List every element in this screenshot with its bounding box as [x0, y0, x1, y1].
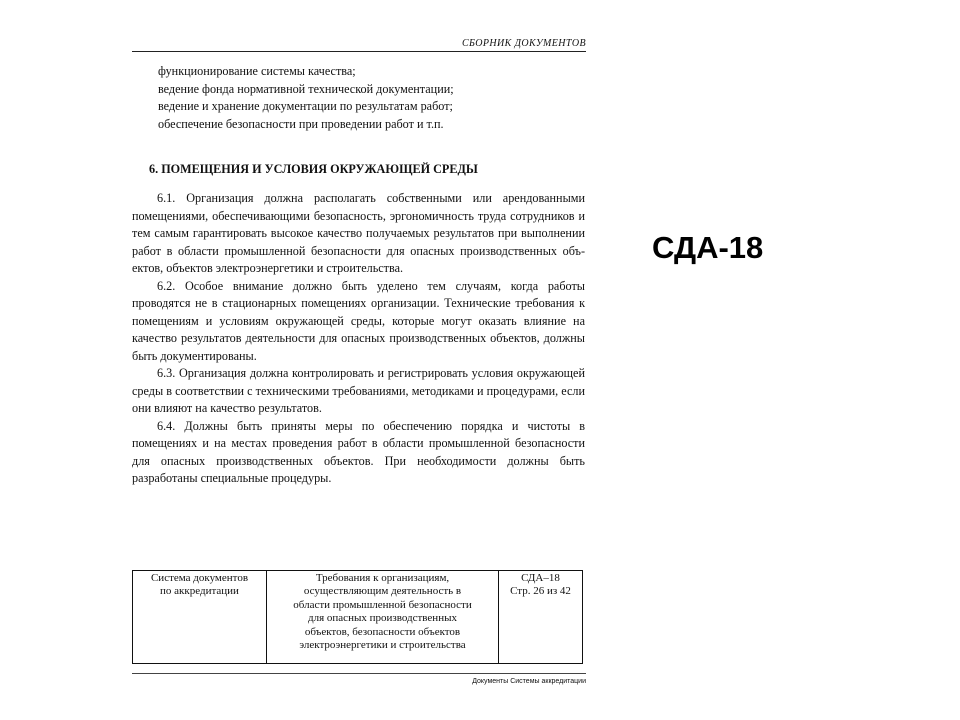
bullet-item: обеспечение безопасности при проведении работ и т.п. [158, 116, 444, 131]
section-body [132, 190, 585, 488]
footer-title-cell [267, 571, 499, 663]
paragraph-6-1: 6.1. Организация должна располагать собственными или арендованными помещениями, обеспечивающими безопасность, эргономичность труда сотрудников и тем самым гарантировать высокое качество получаемых результатов при выполнении работ в области промышленной безопасности для опасных производственных объектов, объектов электроэнергетики и строительства. [132, 191, 585, 275]
footer-title-line: объектов, безопасности объектов [304, 625, 461, 638]
footer-title-line: осуществляющим деятельность в [303, 585, 462, 598]
footer-table [132, 570, 583, 664]
footer-doc-code: СДА–18 [521, 572, 560, 584]
paragraph-6-4: 6.4. Должны быть приняты меры по обеспечению порядка и чистоты в помещениях и на местах проведения работ в области промышленной безопасности для опасных производственных объектов. При необходимости должны быть разработаны специальные процедуры. [132, 418, 585, 485]
running-header: СБОРНИК ДОКУМЕНТОВ [461, 38, 586, 49]
footer-caption: Документы Системы аккредитации [472, 678, 586, 685]
footer-page-number: Стр. 26 из 42 [510, 585, 571, 598]
footer-system-line: Система документов [150, 572, 249, 584]
document-code-label: СДА-18 [652, 230, 764, 265]
bullet-item: ведение и хранение документации по результатам работ; [158, 99, 453, 113]
bullet-item: функционирование системы качества; [158, 64, 356, 78]
footer-system-line: по аккредитации [160, 585, 239, 598]
footer-title-line: для опасных производственных [308, 612, 457, 625]
paragraph-6-2: 6.2. Особое внимание должно быть уделено тем случаям, когда работы проводятся не в стационарных помещениях организации. Технические требования к помещениям и условиям окружающей среды, которые могут оказать влияние на качество результатов деятельности для опасных производственных объектов, должны быть документированы. [132, 278, 585, 363]
footer-code-cell [499, 571, 582, 663]
footer-title-line: электроэнергетики и строительства [299, 639, 466, 652]
header-divider [132, 51, 586, 52]
bullet-list [158, 63, 578, 133]
footer-title-line: Требования к организациям, [315, 572, 450, 584]
document-page [132, 0, 588, 720]
section-heading: 6. ПОМЕЩЕНИЯ И УСЛОВИЯ ОКРУЖАЮЩЕЙ СРЕДЫ [149, 162, 478, 176]
footer-system-cell [133, 571, 267, 663]
footer-title-line: области промышленной безопасности [293, 598, 472, 611]
footer-divider [132, 673, 586, 674]
bullet-item: ведение фонда нормативной технической документации; [158, 81, 454, 96]
paragraph-6-3: 6.3. Организация должна контролировать и регистрировать условия окружающей среды в соответствии с техническими требованиями, методиками и процедурами, если они влияют на качество результатов. [132, 366, 585, 415]
